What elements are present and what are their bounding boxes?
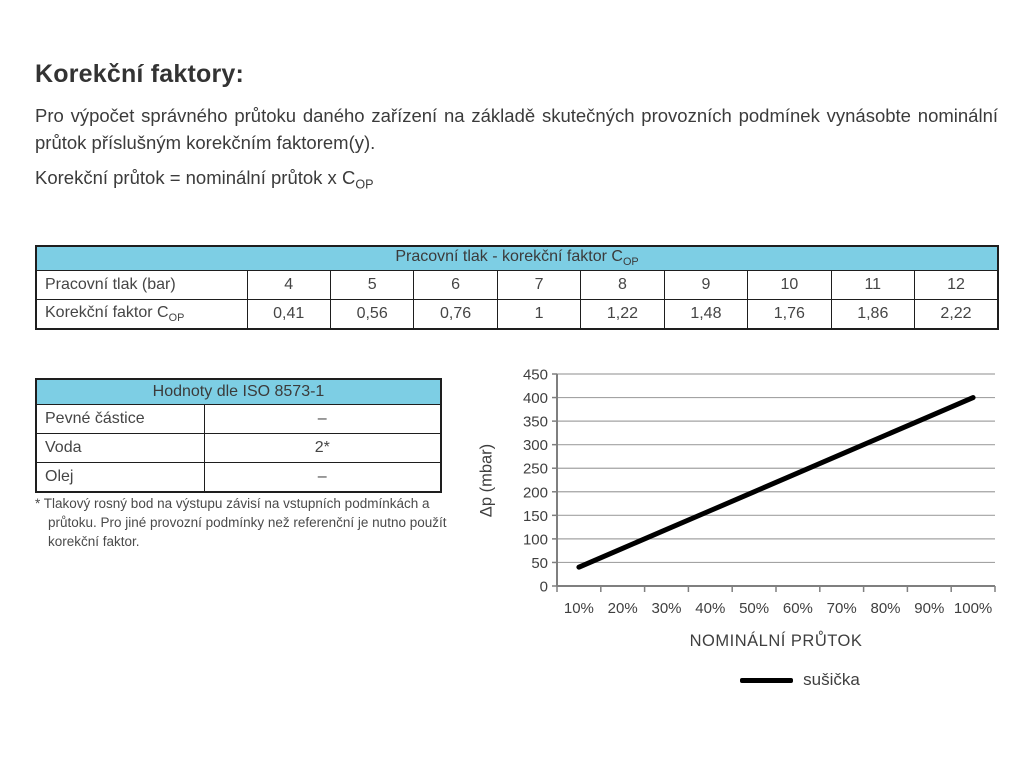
iso-row-value: – [204,405,441,434]
y-tick-label: 450 [522,366,548,384]
table-cell: 1,76 [748,300,831,330]
x-tick-label: 90% [914,600,945,617]
formula-body: Korekční průtok = nominální průtok x C [35,167,356,188]
table-cell: 9 [664,271,747,300]
x-tick-label: 50% [739,600,770,617]
table-cell: 1,86 [831,300,914,330]
row-label-factor-subscript: OP [168,312,185,325]
series-line [579,398,973,568]
table-cell: 1,48 [664,300,747,330]
row-label-factor [36,300,247,330]
y-tick-label: 350 [522,413,548,431]
x-tick-label: 100% [953,600,993,617]
iso-row-value: – [204,463,441,493]
chart-legend [700,668,900,692]
y-tick-label: 200 [522,484,548,502]
table-row-factor [36,300,998,330]
footnote-marker: * [35,496,41,511]
pressure-correction-table [35,245,999,330]
y-tick-label: 250 [522,460,548,478]
formula-subscript: OP [355,177,374,192]
row-label-pressure: Pracovní tlak (bar) [36,271,247,300]
table-row [36,405,441,434]
line-chart [455,360,1024,660]
x-tick-label: 60% [782,600,813,617]
y-tick-label: 100 [522,531,548,549]
table-cell: 1,22 [581,300,664,330]
table-row-pressure [36,271,998,300]
x-axis-title: NOMINÁLNÍ PRŮTOK [689,632,863,650]
intro-paragraph: Pro výpočet správného průtoku daného zařízení na základě skutečných provozních podmínek vynásobte nominální průtok příslušným korekčním faktorem(y). [35,105,998,153]
x-tick-label: 30% [651,600,682,617]
x-tick-label: 80% [870,600,901,617]
table-row [36,434,441,463]
y-tick-label: 300 [522,437,548,455]
pressure-table-title-subscript: OP [622,256,639,269]
footnote [35,494,481,551]
page-title: Korekční faktory: [35,60,245,88]
x-tick-label: 10% [563,600,594,617]
iso-row-label: Voda [36,434,204,463]
table-cell: 2,22 [915,300,999,330]
row-label-factor-text: Korekční faktor C [45,303,169,321]
x-tick-label: 70% [826,600,857,617]
legend-series-label: sušička [803,670,860,689]
formula-text [35,167,374,192]
table-cell: 5 [330,271,413,300]
table-cell: 8 [581,271,664,300]
iso-table-header: Hodnoty dle ISO 8573-1 [36,379,441,405]
y-axis-title: Δp (mbar) [477,443,496,518]
x-tick-label: 20% [607,600,638,617]
table-cell: 0,41 [247,300,330,330]
table-cell: 1 [497,300,580,330]
y-tick-label: 50 [531,554,548,572]
y-tick-label: 0 [539,578,548,596]
table-cell: 7 [497,271,580,300]
iso-row-label: Olej [36,463,204,493]
y-tick-label: 150 [522,507,548,525]
y-tick-label: 400 [522,390,548,408]
iso-row-value: 2* [204,434,441,463]
iso-row-label: Pevné částice [36,405,204,434]
pressure-table-title: Pracovní tlak - korekční faktor C [395,248,623,266]
table-cell: 6 [414,271,497,300]
x-tick-label: 40% [695,600,726,617]
iso-values-table [35,378,442,493]
table-row [36,463,441,493]
table-cell: 10 [748,271,831,300]
table-cell: 4 [247,271,330,300]
footnote-text: Tlakový rosný bod na výstupu závisí na vstupních podmínkách a průtoku. Pro jiné provozní podmínky než referenční je nutno použít korekční faktor. [43,496,447,549]
table-cell: 11 [831,271,914,300]
table-cell: 0,76 [414,300,497,330]
pressure-table-header [36,246,998,271]
table-cell: 12 [915,271,999,300]
table-cell: 0,56 [330,300,413,330]
legend-line-swatch [740,678,793,683]
